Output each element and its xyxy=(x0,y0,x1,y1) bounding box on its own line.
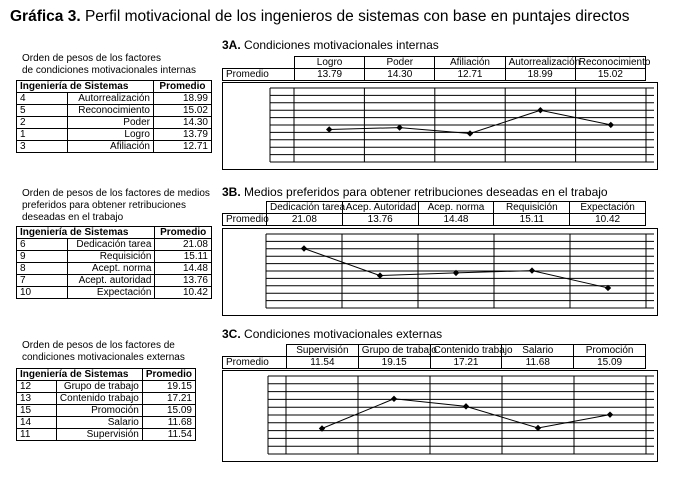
chart-title-b-text: Medios preferidos para obtener retribuciones deseadas en el trabajo xyxy=(244,185,608,199)
rank-num: 11 xyxy=(17,429,57,441)
line-chart-a xyxy=(222,82,658,170)
rank-num: 2 xyxy=(17,117,68,129)
table-row xyxy=(17,93,212,105)
col-header: Dedicación tarea xyxy=(267,202,343,214)
data-point xyxy=(301,245,307,251)
chart-title-a-text: Condiciones motivacionales internas xyxy=(244,38,439,52)
cell-value: 11.68 xyxy=(502,357,574,369)
col-header: Afiliación xyxy=(435,57,505,69)
table-row xyxy=(17,393,196,405)
rank-value: 13.76 xyxy=(155,275,212,287)
cell-value: 13.79 xyxy=(295,69,365,81)
col-header: Reconocimiento xyxy=(575,57,645,69)
values-table-a xyxy=(222,56,651,81)
rank-value: 14.30 xyxy=(153,117,211,129)
rank-name: Promoción xyxy=(56,405,142,417)
rank-value: 17.21 xyxy=(142,393,195,405)
row-label: Promedio xyxy=(223,357,287,369)
col-header: Salario xyxy=(502,345,574,357)
rank-name: Dedicación tarea xyxy=(68,239,155,251)
values-corner xyxy=(223,57,295,69)
caption-c-line-2: condiciones motivacionales externas xyxy=(22,352,185,363)
table-row xyxy=(17,251,212,263)
rank-header-a: Ingeniería de Sistemas xyxy=(17,81,154,93)
cell-value: 14.48 xyxy=(418,214,494,226)
col-header: Autorrealización xyxy=(505,57,575,69)
rank-name: Contenido trabajo xyxy=(56,393,142,405)
rank-name: Acept. autoridad xyxy=(68,275,155,287)
rank-num: 13 xyxy=(17,393,57,405)
main-title-text: Perfil motivacional de los ingenieros de sistemas con base en puntajes directos xyxy=(84,8,630,25)
data-point xyxy=(391,396,397,402)
line-chart-b xyxy=(222,228,658,316)
cell-value: 15.09 xyxy=(574,357,646,369)
chart-title-c xyxy=(222,327,442,341)
main-title-label: Gráfica 3. xyxy=(10,8,81,25)
rank-value: 15.09 xyxy=(142,405,195,417)
cell-value: 10.42 xyxy=(570,214,646,226)
rank-num: 1 xyxy=(17,129,68,141)
rank-num: 15 xyxy=(17,405,57,417)
rank-value: 10.42 xyxy=(155,287,212,299)
cell-value: 11.54 xyxy=(287,357,359,369)
table-row xyxy=(17,381,196,393)
col-header: Requisición xyxy=(494,202,570,214)
rank-name: Reconocimiento xyxy=(68,105,154,117)
rank-table-b xyxy=(16,226,212,299)
caption-b xyxy=(22,188,210,224)
rank-value: 11.68 xyxy=(142,417,195,429)
table-row xyxy=(17,227,212,239)
table-row xyxy=(17,287,212,299)
table-row xyxy=(17,81,212,93)
cell-value: 12.71 xyxy=(435,69,505,81)
table-row xyxy=(17,405,196,417)
table-row xyxy=(223,57,646,69)
rank-table-c xyxy=(16,368,196,441)
rank-num: 3 xyxy=(17,141,68,153)
rank-value: 18.99 xyxy=(153,93,211,105)
data-point xyxy=(467,130,473,136)
col-header: Acep. Autoridad xyxy=(342,202,418,214)
rank-name: Logro xyxy=(68,129,154,141)
rank-name: Expectación xyxy=(68,287,155,299)
caption-b-line-3: deseadas en el trabajo xyxy=(22,212,124,223)
chart-title-a-code: 3A. xyxy=(222,38,241,52)
cell-value: 13.76 xyxy=(342,214,418,226)
rank-header-b-promedio: Promedio xyxy=(155,227,212,239)
rank-table-a xyxy=(16,80,212,153)
caption-a-line-1: Orden de pesos de los factores xyxy=(22,53,161,64)
rank-num: 9 xyxy=(17,251,68,263)
rank-name: Poder xyxy=(68,117,154,129)
table-row xyxy=(17,263,212,275)
data-point xyxy=(377,272,383,278)
col-header: Expectación xyxy=(570,202,646,214)
rank-num: 4 xyxy=(17,93,68,105)
rank-header-c-promedio: Promedio xyxy=(142,369,195,381)
table-row xyxy=(223,69,646,81)
rank-num: 12 xyxy=(17,381,57,393)
rank-value: 21.08 xyxy=(155,239,212,251)
table-row xyxy=(17,429,196,441)
data-point xyxy=(326,126,332,132)
cell-value: 19.15 xyxy=(358,357,430,369)
rank-header-b: Ingeniería de Sistemas xyxy=(17,227,155,239)
col-header: Grupo de trabajo xyxy=(358,345,430,357)
col-header: Logro xyxy=(295,57,365,69)
caption-c xyxy=(22,340,185,364)
rank-num: 5 xyxy=(17,105,68,117)
col-header: Contenido trabajo xyxy=(430,345,502,357)
series-line xyxy=(304,249,608,288)
col-header: Poder xyxy=(365,57,435,69)
rank-name: Acept. norma xyxy=(68,263,155,275)
row-label: Promedio xyxy=(223,214,267,226)
cell-value: 18.99 xyxy=(505,69,575,81)
table-row xyxy=(223,357,646,369)
rank-value: 15.02 xyxy=(153,105,211,117)
chart-title-b xyxy=(222,185,608,199)
rank-name: Autorrealización xyxy=(68,93,154,105)
values-corner xyxy=(223,202,267,214)
caption-a xyxy=(22,53,196,77)
table-row xyxy=(17,105,212,117)
rank-value: 12.71 xyxy=(153,141,211,153)
rank-num: 7 xyxy=(17,275,68,287)
line-chart-c xyxy=(222,370,658,462)
cell-value: 21.08 xyxy=(267,214,343,226)
col-header: Promoción xyxy=(574,345,646,357)
data-point xyxy=(463,403,469,409)
caption-b-line-1: Orden de pesos de los factores de medios xyxy=(22,188,210,199)
rank-header-c: Ingeniería de Sistemas xyxy=(17,369,143,381)
values-corner xyxy=(223,345,287,357)
rank-value: 11.54 xyxy=(142,429,195,441)
data-point xyxy=(608,122,614,128)
col-header: Supervisión xyxy=(287,345,359,357)
main-title xyxy=(10,8,630,26)
series-line xyxy=(329,110,611,133)
table-row xyxy=(17,369,196,381)
rank-num: 10 xyxy=(17,287,68,299)
table-row xyxy=(17,117,212,129)
rank-name: Grupo de trabajo xyxy=(56,381,142,393)
table-row xyxy=(17,141,212,153)
table-row xyxy=(223,214,646,226)
table-row xyxy=(223,345,646,357)
caption-a-line-2: de condiciones motivacionales internas xyxy=(22,65,196,76)
data-point xyxy=(537,107,543,113)
rank-value: 13.79 xyxy=(153,129,211,141)
cell-value: 15.11 xyxy=(494,214,570,226)
rank-value: 19.15 xyxy=(142,381,195,393)
table-row xyxy=(17,239,212,251)
rank-num: 8 xyxy=(17,263,68,275)
data-point xyxy=(607,411,613,417)
rank-header-a-promedio: Promedio xyxy=(153,81,211,93)
rank-name: Salario xyxy=(56,417,142,429)
cell-value: 15.02 xyxy=(575,69,645,81)
rank-name: Supervisión xyxy=(56,429,142,441)
values-table-b xyxy=(222,201,646,226)
rank-num: 14 xyxy=(17,417,57,429)
table-row xyxy=(17,129,212,141)
rank-name: Afiliación xyxy=(68,141,154,153)
table-row xyxy=(223,202,646,214)
rank-name: Requisición xyxy=(68,251,155,263)
chart-title-a xyxy=(222,38,439,52)
cell-value: 14.30 xyxy=(365,69,435,81)
values-table-c xyxy=(222,344,646,369)
chart-title-c-code: 3C. xyxy=(222,327,241,341)
table-row xyxy=(17,417,196,429)
row-label: Promedio xyxy=(223,69,295,81)
caption-b-line-2: preferidos para obtener retribuciones xyxy=(22,200,186,211)
chart-title-b-code: 3B. xyxy=(222,185,241,199)
rank-num: 6 xyxy=(17,239,68,251)
col-header: Acep. norma xyxy=(418,202,494,214)
cell-value: 17.21 xyxy=(430,357,502,369)
rank-value: 14.48 xyxy=(155,263,212,275)
data-point xyxy=(529,267,535,273)
caption-c-line-1: Orden de pesos de los factores de xyxy=(22,340,175,351)
table-row xyxy=(17,275,212,287)
rank-value: 15.11 xyxy=(155,251,212,263)
chart-title-c-text: Condiciones motivacionales externas xyxy=(244,327,443,341)
